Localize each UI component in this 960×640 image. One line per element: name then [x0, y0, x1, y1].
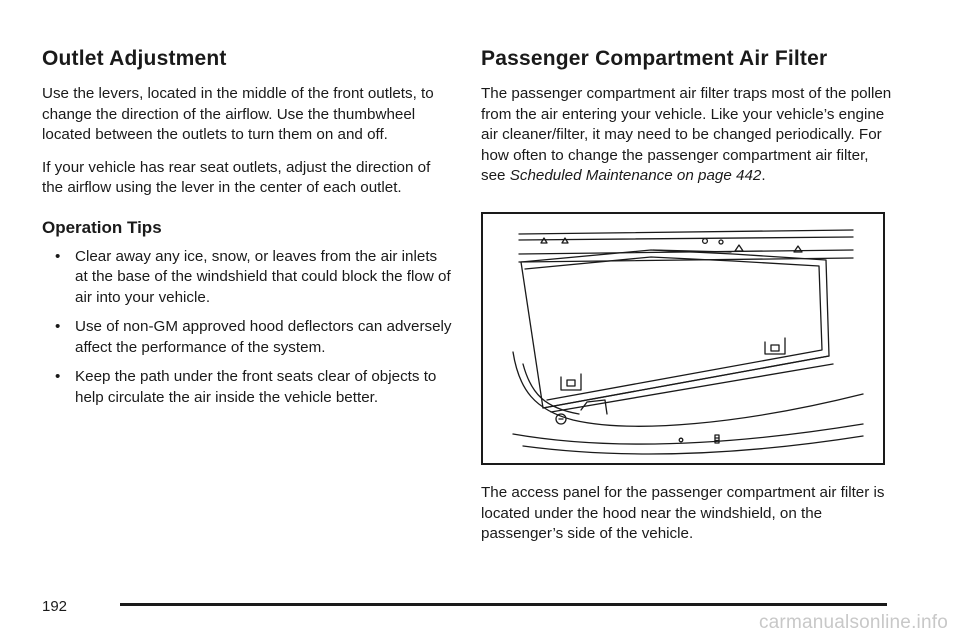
air-filter-access-panel-illustration — [481, 212, 885, 465]
cowl-line-top — [519, 230, 853, 234]
panel-seam-lower — [551, 364, 833, 412]
operation-tips-heading: Operation Tips — [42, 217, 162, 237]
air-filter-intro-paragraph — [481, 84, 893, 187]
cowl-hole-1 — [703, 239, 708, 244]
panel-seam — [543, 356, 829, 408]
maintenance-reference-link[interactable]: Scheduled Maintenance on page 442 — [509, 167, 762, 184]
hood-edge-line-2 — [523, 436, 863, 454]
cowl-hole-2 — [719, 240, 723, 244]
list-item — [42, 317, 452, 358]
cowl-tab-3 — [735, 245, 743, 251]
page-number: 192 — [42, 598, 68, 615]
left-clip — [561, 374, 581, 390]
list-item — [42, 367, 452, 408]
tip-text: Keep the path under the front seats clear of objects to help circulate the air inside the vehicle better. — [75, 368, 437, 406]
bullet-icon: • — [55, 247, 61, 265]
access-panel-inner-edge — [525, 257, 822, 400]
operation-tips-list — [42, 247, 452, 409]
cowl-tab-2 — [562, 238, 568, 243]
tip-text: Clear away any ice, snow, or leaves from the air inlets at the base of the windshield that could block the flow of air into your vehicle. — [75, 247, 451, 306]
outlet-adjustment-heading: Outlet Adjustment — [42, 47, 227, 70]
bullet-icon: • — [55, 318, 61, 335]
tip-text: Use of non-GM approved hood deflectors can adversely affect the performance of the system. — [75, 318, 452, 356]
cowl-tab-1 — [541, 238, 547, 243]
access-panel-location-paragraph: The access panel for the passenger compartment air filter is located under the hood near the windshield, on the passenger’s side of the vehicle. — [481, 484, 885, 542]
left-column — [42, 40, 452, 417]
air-filter-heading: Passenger Compartment Air Filter — [481, 47, 828, 70]
watermark: carmanualsonline.info — [758, 612, 948, 633]
access-panel-drawing — [483, 214, 883, 463]
reference-suffix: . — [761, 167, 766, 184]
cowl-line-upper — [519, 237, 853, 240]
right-column — [481, 40, 893, 193]
left-clip-tab — [567, 380, 575, 386]
drain-channel — [581, 400, 607, 414]
right-clip-tab — [771, 345, 779, 351]
rear-outlets-paragraph: If your vehicle has rear seat outlets, adjust the direction of the airflow using the lever in the center of each outlet. — [42, 158, 431, 196]
air-filter-intro-text: The passenger compartment air filter traps most of the pollen from the air entering your vehicle. Like your vehicle’s engine air cleaner/filter, it may need to be changed periodically. For how often to change the passenger compartment air filter, see — [481, 85, 892, 184]
outlet-adjustment-paragraph: Use the levers, located in the middle of the front outlets, to change the direction of the airflow. Use the thumbwheel located between the outlets to turn them on and off. — [42, 85, 434, 143]
after-figure-text — [481, 483, 893, 551]
bullet-icon: • — [55, 368, 61, 385]
bottom-mark-1 — [679, 438, 683, 442]
hood-edge-line-1 — [513, 424, 863, 444]
list-item — [42, 247, 452, 309]
footer-rule — [120, 603, 887, 606]
